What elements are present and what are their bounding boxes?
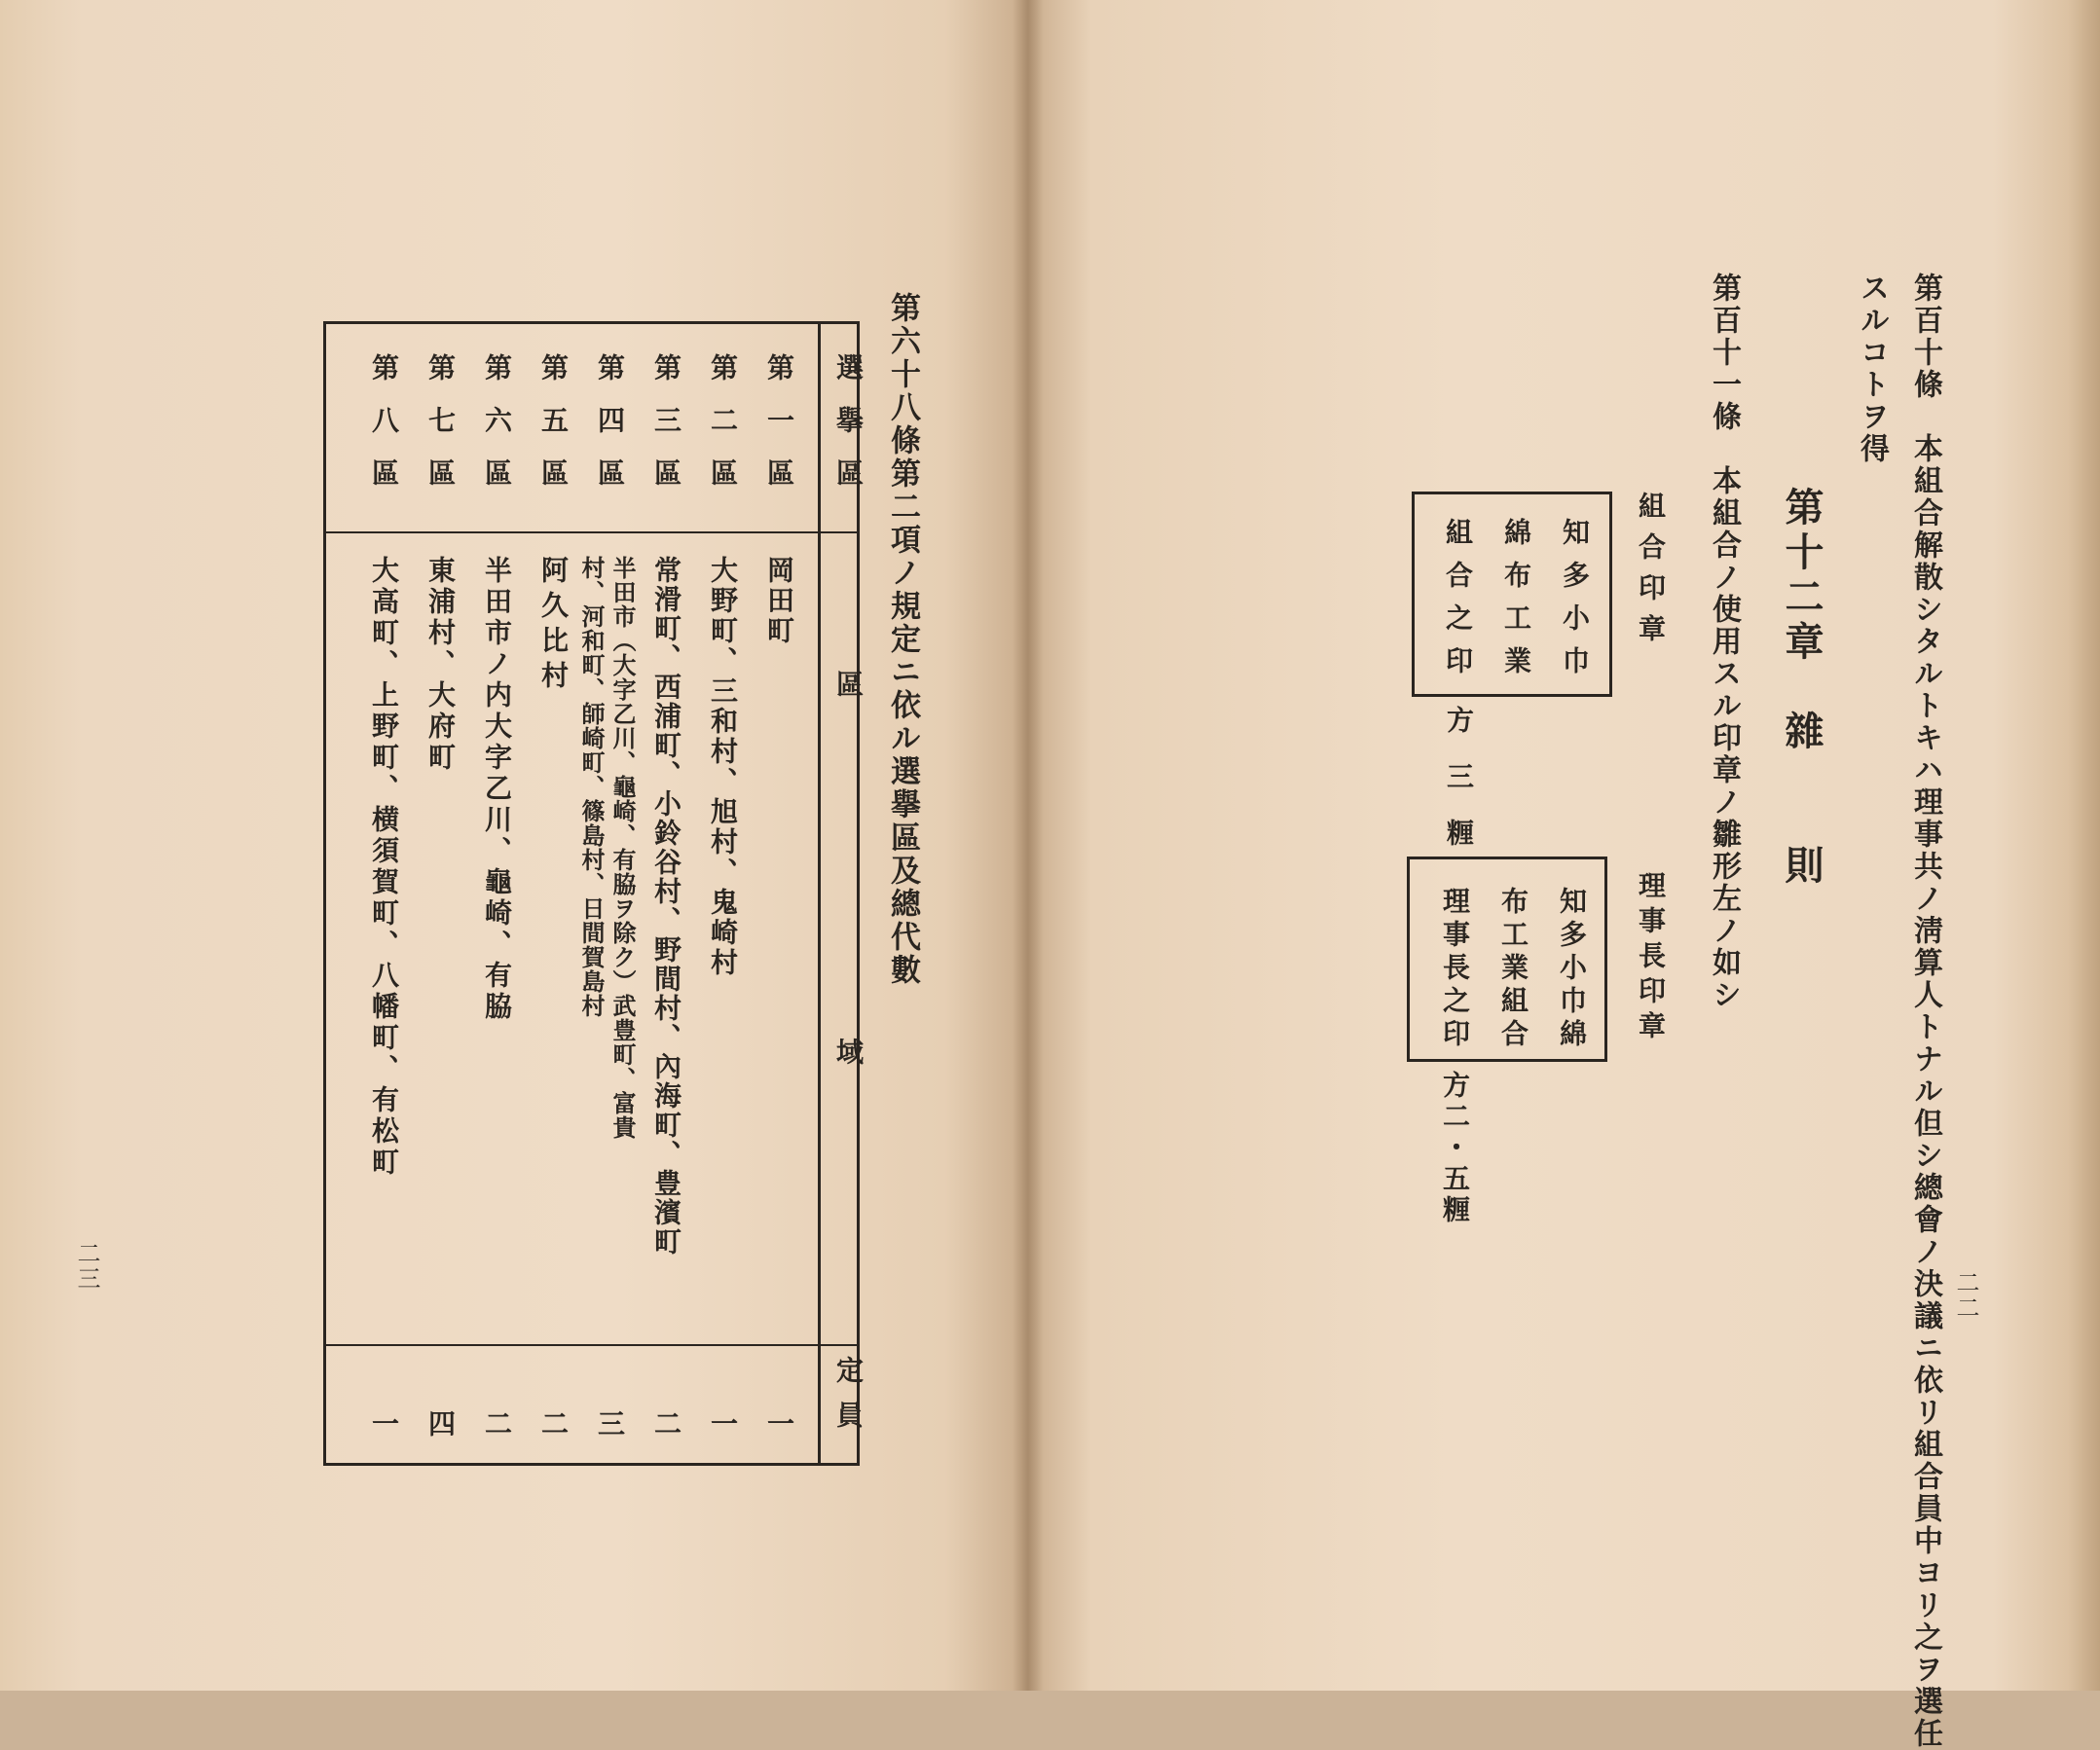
quota-5: 二 xyxy=(537,1409,570,1437)
area-7: 東浦村、大府町 xyxy=(424,556,457,774)
quota-6: 二 xyxy=(481,1409,513,1437)
page-number-left: 二三 xyxy=(73,1241,100,1292)
area-2: 大野町、三和村、旭村、鬼崎村 xyxy=(707,556,739,978)
quota-3: 二 xyxy=(650,1409,682,1437)
seal-union-line-3: 組合之印 xyxy=(1442,518,1474,689)
header-area-1: 區 xyxy=(832,670,865,700)
chapter-title: 第十二章 雜 則 xyxy=(1779,487,1824,890)
area-5: 阿久比村 xyxy=(537,556,570,696)
seal-union-line-1: 知多小巾 xyxy=(1559,518,1591,689)
rule-area-quota xyxy=(326,1344,818,1346)
district-1: 第一區 xyxy=(763,353,795,511)
header-area-2: 域 xyxy=(832,1038,865,1068)
book-gutter xyxy=(1013,0,1044,1691)
seal-director-line-1: 知多小巾綿 xyxy=(1556,887,1588,1052)
article-111: 第百十一條 本組合ノ使用スル印章ノ雛形左ノ如シ xyxy=(1707,273,1741,1011)
seal-director-line-2: 布工業組合 xyxy=(1497,887,1529,1052)
quota-2: 一 xyxy=(707,1409,739,1437)
area-4-line-1: 半田市（大字乙川、龜崎、有脇ヲ除ク）武豊町、富貴 xyxy=(608,556,637,1140)
seal-director-size: 方二・五糎 xyxy=(1439,1071,1471,1226)
seal-union-size: 方三糎 xyxy=(1443,706,1475,875)
table-heading: 第六十八條第二項ノ規定ニ依ル選擧區及總代數 xyxy=(885,292,920,987)
area-6: 半田市ノ内大字乙川、龜崎、有脇 xyxy=(481,556,513,1023)
quota-7: 四 xyxy=(424,1409,457,1437)
district-table xyxy=(323,321,865,1466)
seal-union-caption: 組合印章 xyxy=(1635,492,1667,655)
article-110-line-2: スルコトヲ得 xyxy=(1855,273,1889,465)
header-quota: 定員 xyxy=(832,1356,865,1445)
page-number-right: 二二 xyxy=(1952,1270,1979,1321)
header-column-divider xyxy=(818,324,821,1463)
district-6: 第六區 xyxy=(481,353,513,511)
quota-1: 一 xyxy=(763,1409,795,1437)
district-3: 第三區 xyxy=(650,353,682,511)
district-2: 第二區 xyxy=(707,353,739,511)
rule-district-area xyxy=(326,531,818,533)
article-110-line-1: 第百十條 本組合解散シタルトキハ理事共ノ淸算人トナル但シ總會ノ決議ニ依リ組合員中ヨリ之ヲ選任 xyxy=(1908,273,1942,1750)
district-5: 第五區 xyxy=(537,353,570,511)
rule-header-area-quota xyxy=(818,1344,857,1346)
seal-director-caption: 理事長印章 xyxy=(1635,871,1667,1046)
seal-director-line-3: 理事長之印 xyxy=(1439,887,1471,1052)
rule-header-district-area xyxy=(818,531,857,533)
area-1: 岡田町 xyxy=(763,556,795,646)
district-7: 第七區 xyxy=(424,353,457,511)
district-4: 第四區 xyxy=(594,353,626,511)
quota-4: 三 xyxy=(594,1409,626,1437)
seal-union-line-2: 綿布工業 xyxy=(1500,518,1532,689)
area-8: 大高町、上野町、横須賀町、八幡町、有松町 xyxy=(368,556,400,1179)
seal-union xyxy=(1412,492,1612,697)
area-3: 常滑町、西浦町、小鈴谷村、野間村、內海町、豊濱町 xyxy=(650,556,682,1257)
quota-8: 一 xyxy=(368,1409,400,1437)
seal-director xyxy=(1407,857,1607,1062)
header-district: 選擧區 xyxy=(832,353,865,511)
area-4-line-2: 村、河和町、師崎町、篠島村、日間賀島村 xyxy=(577,556,606,1018)
district-8: 第八區 xyxy=(368,353,400,511)
